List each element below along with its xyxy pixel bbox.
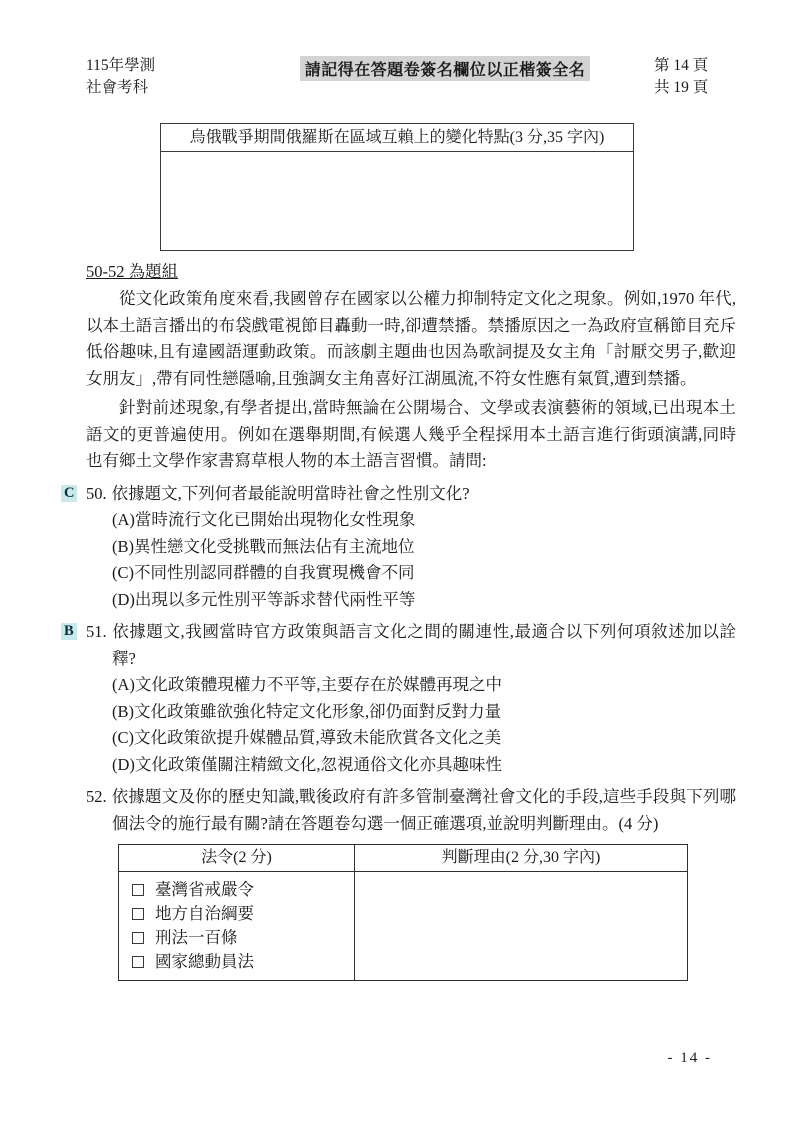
passage-paragraph-1: 從文化政策角度來看,我國曾存在國家以公權力抑制特定文化之現象。例如,1970 年代,以本土語言播出的布袋戲電視節目轟動一時,卻遭禁播。禁播原因之一為政府宣稱節目充斥低俗趣味,且有違國語運動政策。而該劇主題曲也因為歌詞提及女主角「討厭交男子,歡迎女朋友」,帶有同性戀隱喻,且強調女主角喜好江湖風流,不符女性應有氣質,遭到禁播。 — [86, 289, 736, 388]
page-number-label: 第 14 頁 — [654, 57, 709, 74]
question-50-text: 依據題文,下列何者最能說明當時社會之性別文化? — [111, 483, 470, 503]
header-notice-wrap — [236, 55, 654, 81]
law-table-body-row — [119, 872, 687, 980]
answer-writing-box — [160, 123, 634, 251]
question-51 — [64, 619, 736, 778]
question-51-number: 51. — [86, 622, 107, 641]
law-option-row — [132, 926, 354, 950]
question-52 — [86, 784, 736, 981]
footer-page-number: - 14 - — [667, 1050, 712, 1066]
question-51-option-b: (B)文化政策雖欲強化特定文化形象,卻仍面對反對力量 — [112, 701, 502, 721]
answer-box-title: 烏俄戰爭期間俄羅斯在區域互賴上的變化特點(3 分,35 字內) — [161, 124, 633, 152]
exam-year-label: 115年學測 — [86, 57, 156, 74]
question-51-option-c: (C)文化政策欲提升媒體品質,導致未能欣賞各文化之美 — [112, 728, 502, 747]
question-51-option-a: (A)文化政策體現權力不平等,主要存在於媒體再現之中 — [112, 675, 503, 694]
question-50 — [64, 481, 736, 614]
answer-box-blank-area — [161, 152, 633, 251]
answer-key-badge-51: B — [61, 623, 77, 640]
law-option-row — [132, 902, 354, 926]
question-group-heading: 50-52 為題組 — [86, 262, 179, 281]
question-50-number: 50. — [86, 483, 107, 503]
checkbox-criminal-code-100[interactable] — [132, 932, 144, 944]
law-option-label: 地方自治綱要 — [155, 903, 254, 923]
law-option-label: 刑法一百條 — [155, 927, 238, 947]
header-page-info — [654, 55, 736, 99]
question-50-option-d: (D)出現以多元性別平等訴求替代兩性平等 — [112, 589, 416, 609]
question-52-number: 52. — [86, 787, 107, 806]
content-column — [64, 123, 736, 981]
question-50-option-b: (B)異性戀文化受挑戰而無法佔有主流地位 — [112, 536, 415, 556]
law-table-header-row — [119, 845, 687, 872]
question-51-text: 依據題文,我國當時官方政策與語言文化之間的關連性,最適合以下列何項敘述加以詮釋? — [111, 622, 736, 668]
question-52-text: 依據題文及你的歷史知識,戰後政府有許多管制臺灣社會文化的手段,這些手段與下列哪個法令的施行最有關?請在答題卷勾選一個正確選項,並說明判斷理由。(4 分) — [111, 787, 736, 833]
header-exam-info — [86, 55, 236, 99]
question-52-stem — [86, 784, 736, 837]
page-header — [0, 0, 800, 99]
reason-blank-cell — [355, 872, 687, 980]
law-option-row — [132, 950, 354, 974]
reason-column-header: 判斷理由(2 分,30 字內) — [441, 849, 601, 866]
question-50-stem — [86, 481, 736, 508]
question-50-option-a: (A)當時流行文化已開始出現物化女性現象 — [112, 510, 416, 529]
law-option-label: 國家總動員法 — [155, 951, 254, 971]
law-option-row — [132, 878, 354, 902]
question-51-stem — [86, 619, 736, 672]
law-selection-table — [118, 844, 688, 981]
checkbox-national-mobilization[interactable] — [132, 956, 144, 968]
question-50-option-c: (C)不同性別認同群體的自我實現機會不同 — [112, 563, 415, 582]
checkbox-martial-law[interactable] — [132, 884, 144, 896]
question-51-option-d: (D)文化政策僅關注精緻文化,忽視通俗文化亦具趣味性 — [112, 754, 503, 774]
law-column-header: 法令(2 分) — [119, 845, 355, 871]
law-option-label: 臺灣省戒嚴令 — [155, 879, 254, 899]
total-pages-label: 共 19 頁 — [654, 79, 709, 96]
subject-label: 社會考科 — [86, 79, 149, 96]
passage-paragraph-2: 針對前述現象,有學者提出,當時無論在公開場合、文學或表演藝術的領域,已出現本土語文的更普遍使用。例如在選舉期間,有候選人幾乎全程採用本土語言進行街頭演講,同時也有鄉土文學作家書寫草根人物的本土語言習慣。請問: — [86, 398, 736, 470]
signature-notice: 請記得在答題卷簽名欄位以正楷簽全名 — [300, 56, 591, 81]
checkbox-local-autonomy[interactable] — [132, 908, 144, 920]
answer-key-badge-50: C — [61, 485, 77, 502]
law-options-cell — [119, 872, 355, 980]
